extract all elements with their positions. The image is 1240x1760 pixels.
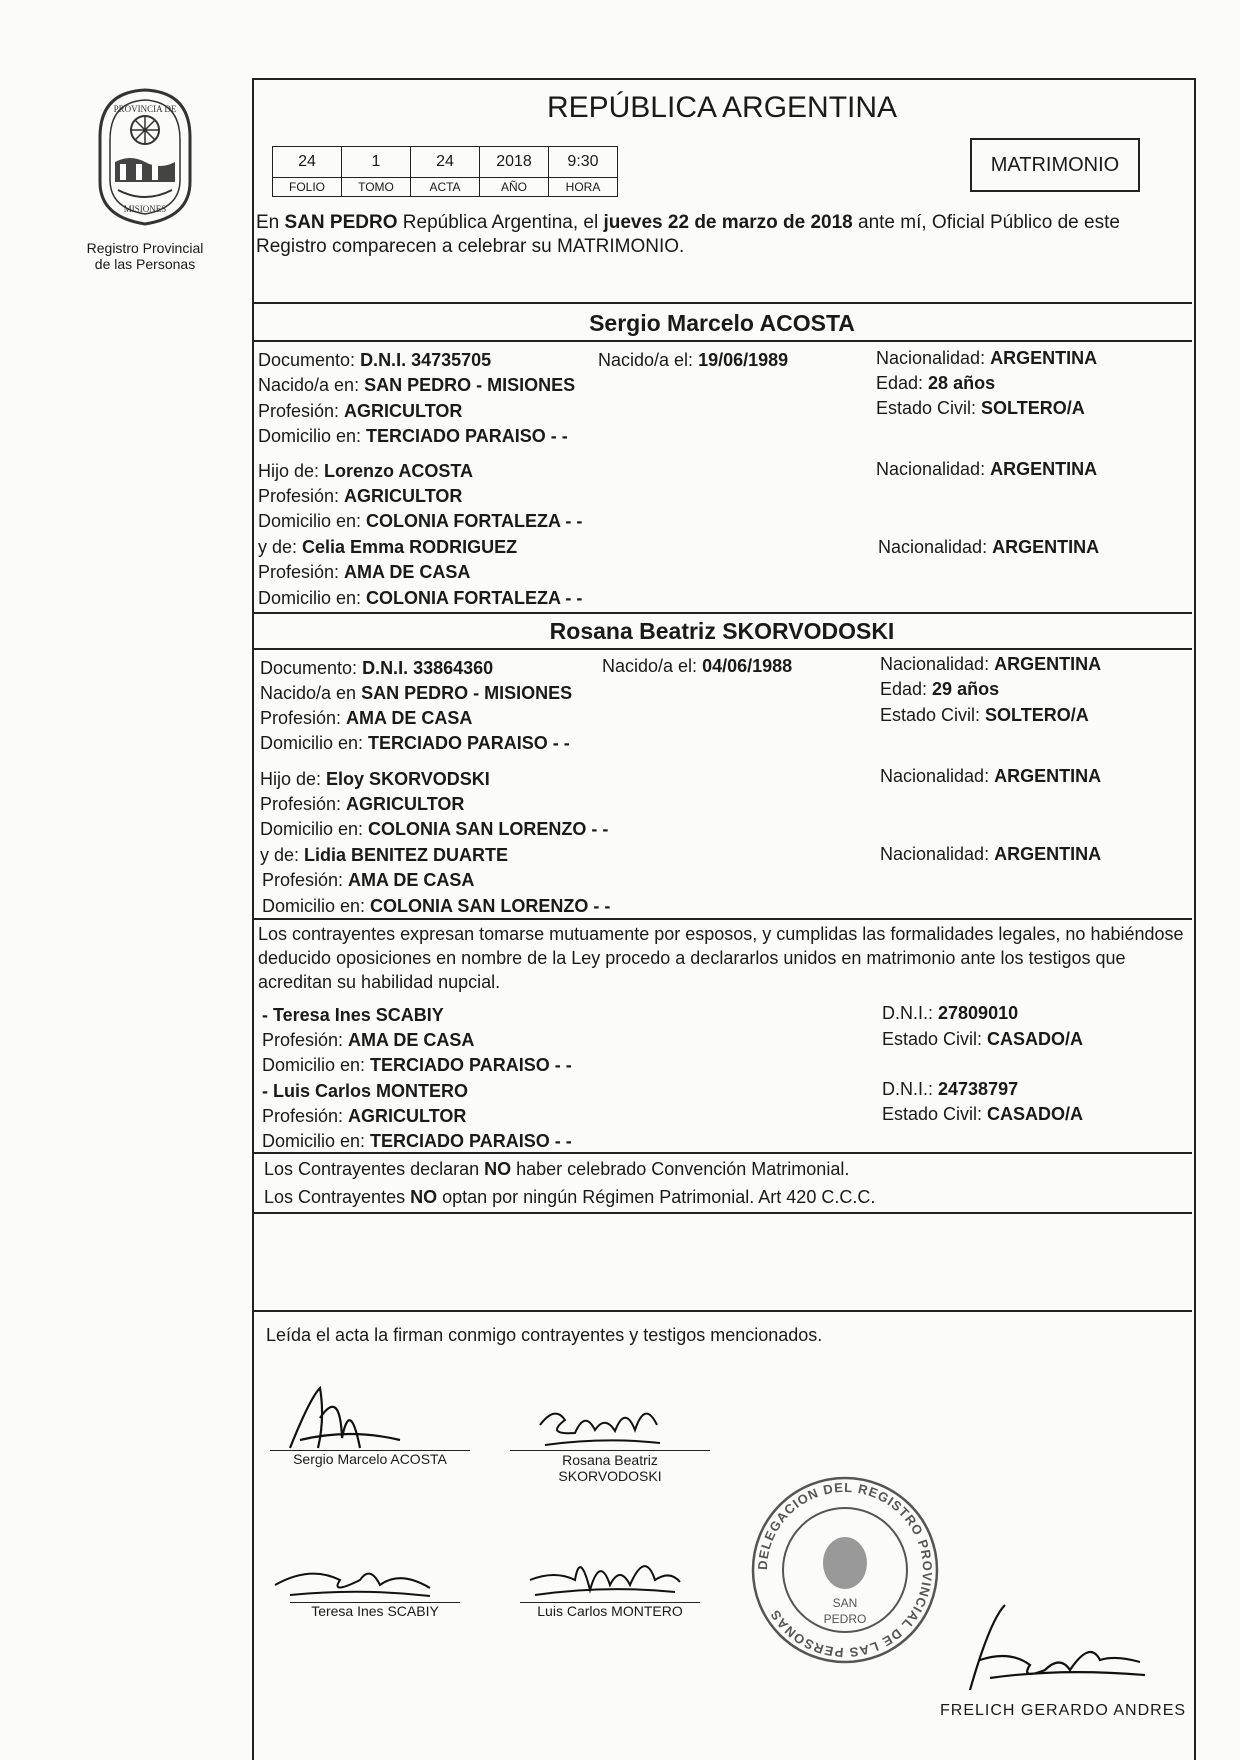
c2-padre-profesion xyxy=(260,793,464,815)
convencion-line1 xyxy=(264,1158,849,1180)
acta-value: 24 xyxy=(411,147,480,178)
stamp-inner-bottom: PEDRO xyxy=(823,1612,867,1626)
acta-label: ACTA xyxy=(411,178,480,197)
field-value: ARGENTINA xyxy=(994,654,1102,674)
intro-text: ante mí, Oficial Público de este Registro comparecen a celebrar su MATRIMONIO. xyxy=(256,212,1120,257)
t2-dni xyxy=(882,1078,1018,1100)
anio-value: 2018 xyxy=(480,147,549,178)
c1-madre xyxy=(258,536,517,558)
field-label: Nacionalidad: xyxy=(876,459,991,479)
signature-name-4: Luis Carlos MONTERO xyxy=(537,1603,683,1619)
anio-label: AÑO xyxy=(480,178,549,197)
convencion-text: Los Contrayentes declaran xyxy=(264,1159,485,1179)
stamp-ring-text: DELEGACION DEL REGISTRO PROVINCIAL DE LAS PERSONAS xyxy=(754,1479,936,1661)
t1-estado-civil xyxy=(882,1028,1083,1050)
convencion-line2 xyxy=(264,1186,875,1208)
signature-name-2-line2: SKORVODOSKI xyxy=(558,1468,662,1484)
field-label: Domicilio en: xyxy=(258,588,367,608)
convencion-no: NO xyxy=(484,1159,512,1179)
c2-padre-domicilio xyxy=(260,818,608,840)
field-label: Nacido/a en xyxy=(260,683,362,703)
field-value: CASADO/A xyxy=(987,1104,1084,1124)
intro-text: República Argentina, el xyxy=(397,212,604,233)
intro-date: jueves 22 de marzo de 2018 xyxy=(603,212,853,233)
logo-bottom-text: MISIONES xyxy=(123,204,167,214)
field-label: Profesión: xyxy=(258,401,345,421)
field-label: Edad: xyxy=(880,679,933,699)
signature-name-1: Sergio Marcelo ACOSTA xyxy=(293,1451,447,1467)
field-value: AMA DE CASA xyxy=(348,870,475,890)
signature-graphic-oficial xyxy=(950,1600,1150,1700)
convencion-no: NO xyxy=(410,1187,438,1207)
signature-line xyxy=(510,1450,710,1451)
field-label: y de: xyxy=(260,845,305,865)
field-label: Nacionalidad: xyxy=(880,654,995,674)
province-seal-logo xyxy=(80,82,210,232)
field-value: SAN PEDRO - MISIONES xyxy=(361,683,573,703)
field-label: Documento: xyxy=(258,350,361,370)
c2-padre-nacionalidad xyxy=(880,765,1101,787)
c2-edad xyxy=(880,678,999,700)
field-value: COLONIA FORTALEZA - - xyxy=(366,588,583,608)
signature-graphic-2 xyxy=(535,1395,665,1455)
registro-label-line2: de las Personas xyxy=(94,256,196,272)
field-label: y de: xyxy=(258,537,303,557)
field-value: AMA DE CASA xyxy=(344,562,471,582)
convencion-text: haber celebrado Convención Matrimonial. xyxy=(511,1159,850,1179)
field-value: ARGENTINA xyxy=(994,766,1102,786)
c1-padre-nacionalidad xyxy=(876,458,1097,480)
field-value: Lidia BENITEZ DUARTE xyxy=(304,845,509,865)
field-value: AGRICULTOR xyxy=(344,401,463,421)
contrayente1-name: Sergio Marcelo ACOSTA xyxy=(589,310,855,336)
c1-estado-civil xyxy=(876,397,1085,419)
field-label: Domicilio en: xyxy=(260,733,369,753)
c2-madre xyxy=(260,844,508,866)
t1-profesion xyxy=(262,1029,474,1051)
convencion-text: optan por ningún Régimen Patrimonial. Art 420 C.C.C. xyxy=(437,1187,876,1207)
field-value: Eloy SKORVODSKI xyxy=(326,769,490,789)
c2-nacido-en xyxy=(260,682,572,704)
registro-stamp xyxy=(750,1475,940,1665)
stamp-inner-top: SAN xyxy=(832,1596,858,1610)
c1-documento xyxy=(258,349,491,371)
field-value: ARGENTINA xyxy=(992,537,1100,557)
field-value: TERCIADO PARAISO - - xyxy=(368,733,570,753)
field-value: SAN PEDRO - MISIONES xyxy=(364,375,576,395)
c1-nacionalidad xyxy=(876,347,1097,369)
c2-madre-domicilio xyxy=(262,895,610,917)
registro-label-line1: Registro Provincial xyxy=(86,240,204,256)
c2-profesion xyxy=(260,707,472,729)
c1-padre-profesion xyxy=(258,485,462,507)
contrayente2-name: Rosana Beatriz SKORVODOSKI xyxy=(549,618,895,644)
c1-domicilio xyxy=(258,425,568,447)
field-label: Nacido/a en: xyxy=(258,375,365,395)
c2-estado-civil xyxy=(880,704,1089,726)
field-label: Nacionalidad: xyxy=(880,766,995,786)
signature-graphic-1 xyxy=(280,1378,410,1458)
tomo-value: 1 xyxy=(342,147,411,178)
c1-nacido-el xyxy=(598,349,788,371)
intro-text: En xyxy=(256,212,285,233)
field-label: D.N.I.: xyxy=(882,1079,939,1099)
field-value: TERCIADO PARAISO - - xyxy=(366,426,568,446)
field-value: D.N.I. 33864360 xyxy=(362,658,494,678)
c2-nacionalidad xyxy=(880,653,1101,675)
field-value: ARGENTINA xyxy=(994,844,1102,864)
c2-documento xyxy=(260,657,493,679)
t2-profesion xyxy=(262,1105,466,1127)
logo-arc-text: PROVINCIA DE xyxy=(113,104,177,114)
field-value: 04/06/1988 xyxy=(702,656,793,676)
field-label: Nacido/a el: xyxy=(602,656,703,676)
field-label: Domicilio en: xyxy=(262,896,371,916)
folio-value: 24 xyxy=(273,147,342,178)
divider xyxy=(252,918,1192,920)
field-label: Estado Civil: xyxy=(880,705,986,725)
field-label: Hijo de: xyxy=(258,461,325,481)
field-label: Domicilio en: xyxy=(262,1131,371,1151)
field-label: Domicilio en: xyxy=(260,819,369,839)
folio-table xyxy=(272,146,618,197)
field-label: Estado Civil: xyxy=(882,1104,988,1124)
field-value: AGRICULTOR xyxy=(344,486,463,506)
tipo-acta-box: MATRIMONIO xyxy=(970,138,1140,192)
field-label: Estado Civil: xyxy=(876,398,982,418)
field-label: Nacionalidad: xyxy=(878,537,993,557)
c1-madre-domicilio xyxy=(258,587,582,609)
field-value: Celia Emma RODRIGUEZ xyxy=(302,537,518,557)
t1-domicilio xyxy=(262,1054,572,1076)
divider xyxy=(252,1152,1192,1154)
field-label: Profesión: xyxy=(260,794,347,814)
signature-name-3: Teresa Ines SCABIY xyxy=(311,1603,439,1619)
divider xyxy=(252,340,1192,342)
field-label: Domicilio en: xyxy=(258,426,367,446)
declaracion-paragraph: Los contrayentes expresan tomarse mutuamente por esposos, y cumplidas las formalidades legales, no habiéndose deducido oposiciones en nombre de la Ley procedo a declararlos unidos en matrimonio ante los testigos que acreditan su habilidad nupcial. xyxy=(258,924,1184,992)
field-label: Domicilio en: xyxy=(262,1055,371,1075)
signature-graphic-3 xyxy=(270,1550,440,1610)
field-value: COLONIA SAN LORENZO - - xyxy=(370,896,611,916)
field-label: Profesión: xyxy=(258,562,345,582)
c2-madre-profesion xyxy=(262,869,474,891)
lectura-text: Leída el acta la firman conmigo contrayentes y testigos mencionados. xyxy=(266,1325,823,1345)
field-label: D.N.I.: xyxy=(882,1003,939,1023)
c1-padre xyxy=(258,460,473,482)
field-label: Profesión: xyxy=(260,708,347,728)
field-value: AMA DE CASA xyxy=(346,708,473,728)
field-value: 28 años xyxy=(928,373,996,393)
field-value: COLONIA SAN LORENZO - - xyxy=(368,819,609,839)
field-label: Nacionalidad: xyxy=(876,348,991,368)
field-value: ARGENTINA xyxy=(990,459,1098,479)
intro-city: SAN PEDRO xyxy=(284,212,398,233)
field-value: AGRICULTOR xyxy=(348,1106,467,1126)
divider xyxy=(252,1310,1192,1312)
oficial-name: FRELICH GERARDO ANDRES xyxy=(940,1702,1187,1719)
field-value: TERCIADO PARAISO - - xyxy=(370,1055,572,1075)
testigo1-name: - Teresa Ines SCABIY xyxy=(262,1005,444,1025)
c2-madre-nacionalidad xyxy=(880,843,1101,865)
field-label: Profesión: xyxy=(258,486,345,506)
field-value: CASADO/A xyxy=(987,1029,1084,1049)
c2-nacido-el xyxy=(602,655,792,677)
c1-madre-profesion xyxy=(258,561,470,583)
hora-label: HORA xyxy=(549,178,618,197)
field-label: Nacionalidad: xyxy=(880,844,995,864)
field-value: 19/06/1989 xyxy=(698,350,789,370)
field-label: Edad: xyxy=(876,373,929,393)
divider xyxy=(252,302,1192,304)
field-label: Domicilio en: xyxy=(258,511,367,531)
field-value: 27809010 xyxy=(938,1003,1019,1023)
registro-label xyxy=(70,240,220,272)
c1-edad xyxy=(876,372,995,394)
signature-name-2 xyxy=(510,1452,710,1484)
field-label: Profesión: xyxy=(262,1106,349,1126)
t2-domicilio xyxy=(262,1130,572,1152)
page-title: REPÚBLICA ARGENTINA xyxy=(546,91,898,124)
t1-dni xyxy=(882,1002,1018,1024)
field-label: Documento: xyxy=(260,658,363,678)
field-value: AMA DE CASA xyxy=(348,1030,475,1050)
signature-name-2-line1: Rosana Beatriz xyxy=(562,1452,658,1468)
field-value: TERCIADO PARAISO - - xyxy=(370,1131,572,1151)
c1-madre-nacionalidad xyxy=(878,536,1099,558)
c1-nacido-en xyxy=(258,374,575,396)
field-value: Lorenzo ACOSTA xyxy=(324,461,474,481)
divider xyxy=(252,612,1192,614)
field-value: ARGENTINA xyxy=(990,348,1098,368)
field-label: Nacido/a el: xyxy=(598,350,699,370)
field-label: Estado Civil: xyxy=(882,1029,988,1049)
divider xyxy=(252,1212,1192,1214)
c2-padre xyxy=(260,768,490,790)
c1-padre-domicilio xyxy=(258,510,582,532)
field-label: Profesión: xyxy=(262,1030,349,1050)
tomo-label: TOMO xyxy=(342,178,411,197)
field-value: SOLTERO/A xyxy=(981,398,1085,418)
hora-value: 9:30 xyxy=(549,147,618,178)
t2-estado-civil xyxy=(882,1103,1083,1125)
field-label: Profesión: xyxy=(262,870,349,890)
c2-domicilio xyxy=(260,732,570,754)
field-value: COLONIA FORTALEZA - - xyxy=(366,511,583,531)
field-value: 24738797 xyxy=(938,1079,1019,1099)
field-value: 29 años xyxy=(932,679,1000,699)
c1-profesion xyxy=(258,400,462,422)
field-value: D.N.I. 34735705 xyxy=(360,350,492,370)
signature-graphic-4 xyxy=(525,1540,685,1610)
divider xyxy=(252,648,1192,650)
convencion-text: Los Contrayentes xyxy=(264,1187,411,1207)
intro-paragraph xyxy=(256,211,1186,259)
field-label: Hijo de: xyxy=(260,769,327,789)
field-value: AGRICULTOR xyxy=(346,794,465,814)
testigo2-name: - Luis Carlos MONTERO xyxy=(262,1081,469,1101)
folio-label: FOLIO xyxy=(273,178,342,197)
field-value: SOLTERO/A xyxy=(985,705,1089,725)
